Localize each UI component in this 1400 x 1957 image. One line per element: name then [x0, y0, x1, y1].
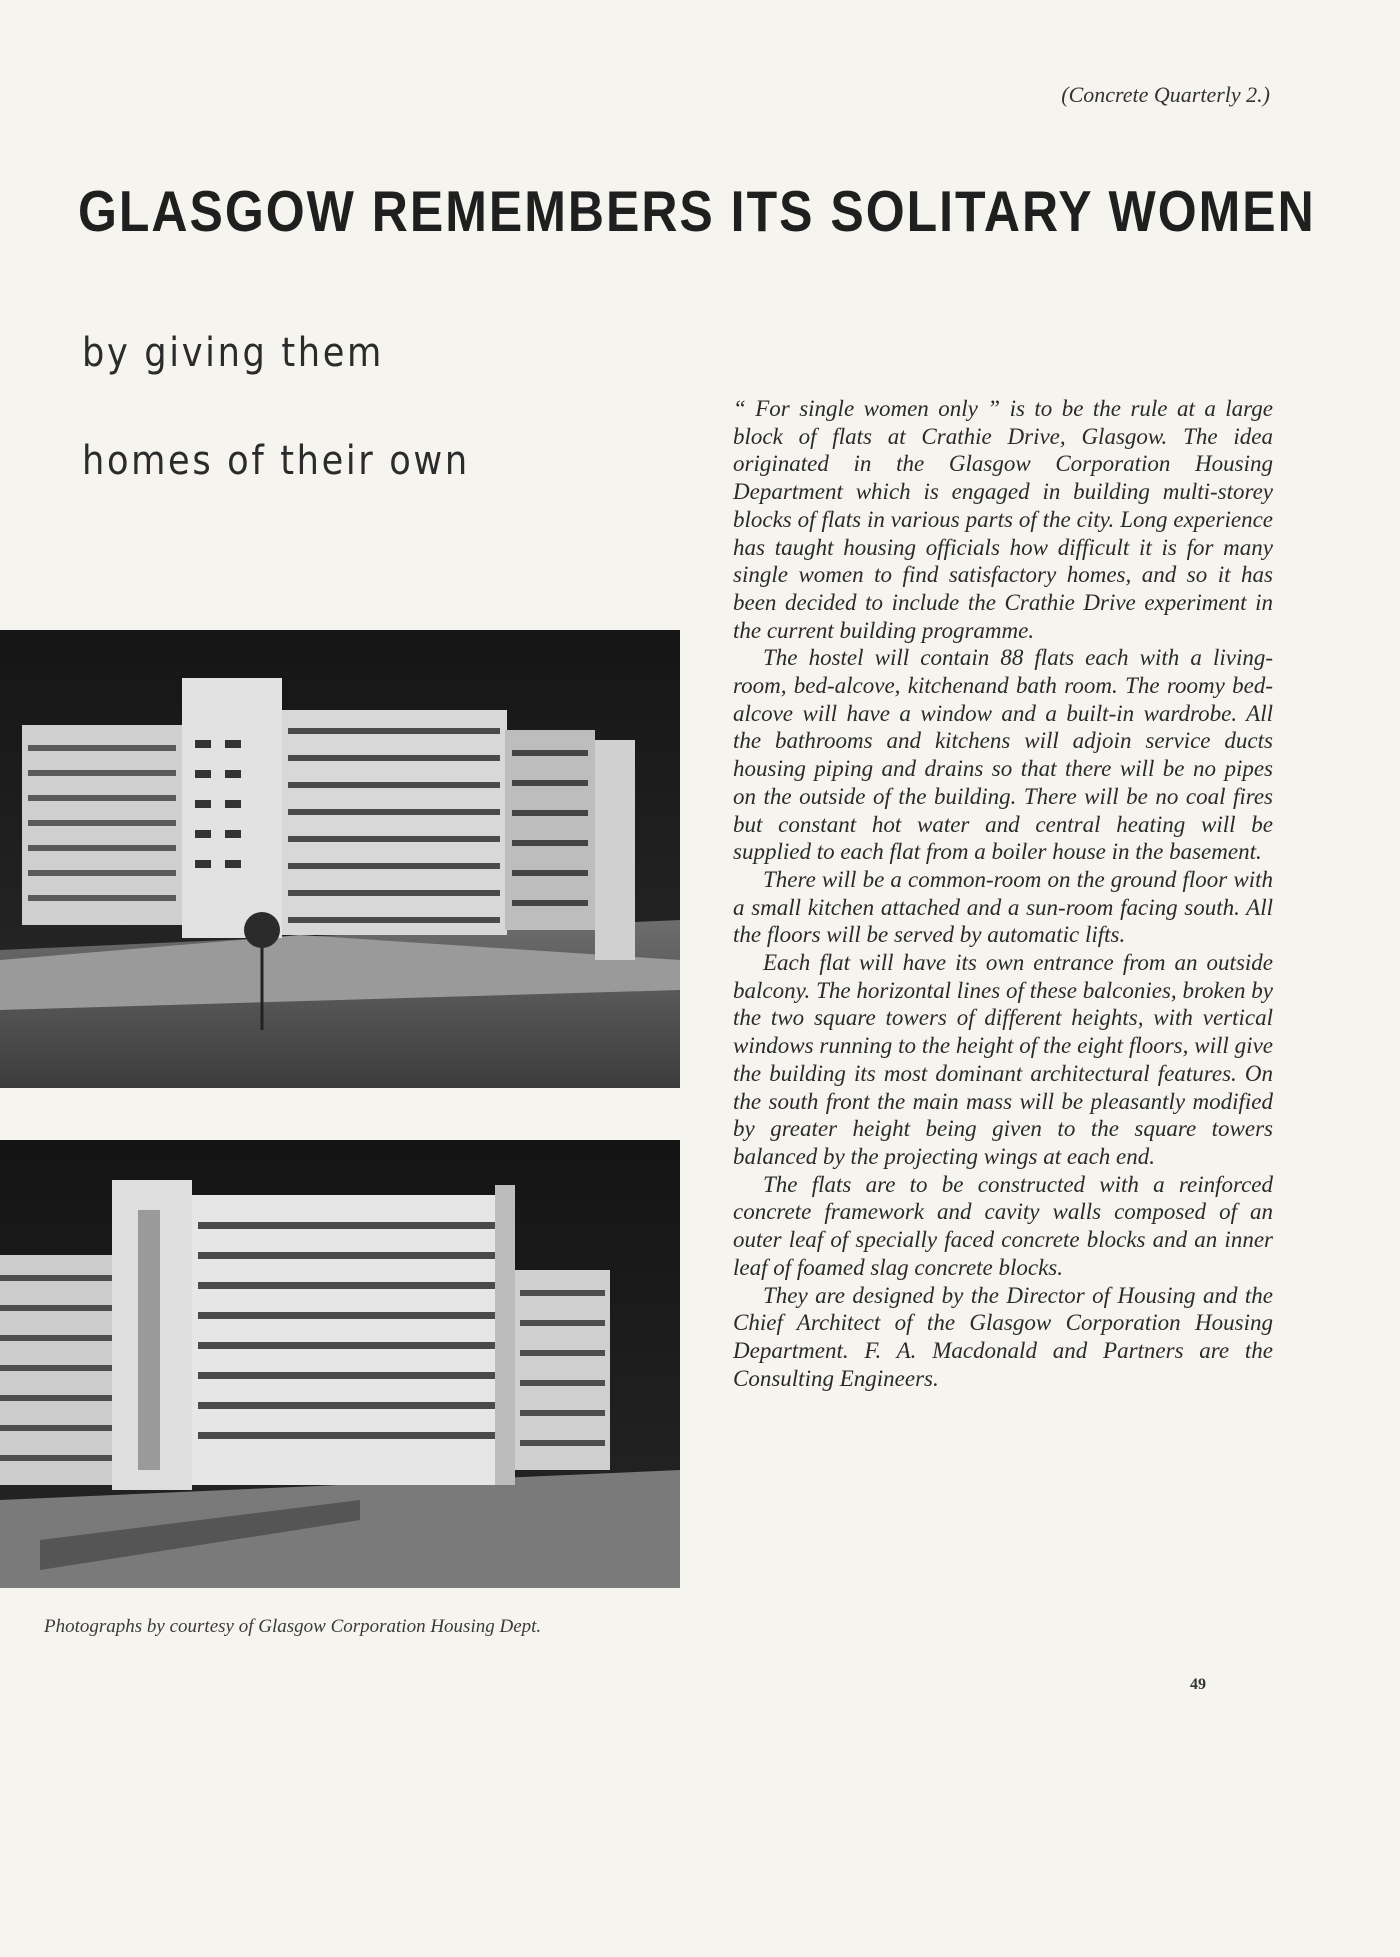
article-paragraph: The hostel will contain 88 flats each with a living-room, bed-alcove, kitchenand bath room. The roomy bed-alcove will have a window and a built-in wardrobe. All the bathrooms and kitchens will adjoin service ducts housing piping and drains so that there will be no pipes on the outside of the building. There will be no coal fires but constant hot water and central heating will be supplied to each flat from a boiler house in the basement. [733, 645, 1273, 865]
building-photo-north [0, 630, 680, 1088]
article-paragraph: They are designed by the Director of Housing and the Chief Architect of the Glasgow Corporation Housing Department. F. A. Macdonald and Partners are the Consulting Engineers. [733, 1282, 1273, 1391]
header-note: (Concrete Quarterly 2.) [1061, 82, 1270, 107]
subtitle-line-2: homes of their own [82, 438, 470, 484]
article-paragraph: “ For single women only ” is to be the rule at a large block of flats at Crathie Drive, Glasgow. The idea originated in the Glasgow Corporation Housing Department which is engaged in building multi-storey blocks of flats in various parts of the city. Long experience has taught housing officials how difficult it is for many single women to find satisfactory homes, and so it has been decided to include the Crathie Drive experiment in the current building programme. [733, 396, 1273, 643]
article-paragraph: The flats are to be constructed with a reinforced concrete framework and cavity walls composed of an outer leaf of specially faced concrete blocks and an inner leaf of foamed slag concrete blocks. [733, 1171, 1273, 1280]
article-paragraph: Each flat will have its own entrance from an outside balcony. The horizontal lines of these balconies, broken by the two square towers of different heights, with vertical windows running to the height of the eight floors, will give the building its most dominant architectural features. On the south front the main mass will be pleasantly modified by greater height being given to the square towers balanced by the projecting wings at each end. [733, 950, 1273, 1169]
page-title: GLASGOW REMEMBERS ITS SOLITARY WOMEN [78, 179, 1316, 244]
subtitle-line-1: by giving them [82, 330, 384, 376]
building-photo-south [0, 1140, 680, 1588]
photo-caption: Photographs by courtesy of Glasgow Corporation Housing Dept. [44, 1616, 542, 1637]
article-paragraph: There will be a common-room on the ground floor with a small kitchen attached and a sun-room facing south. All the floors will be served by automatic lifts. [733, 866, 1273, 948]
page-number: 49 [1190, 1676, 1206, 1693]
article-body [733, 395, 1273, 1392]
